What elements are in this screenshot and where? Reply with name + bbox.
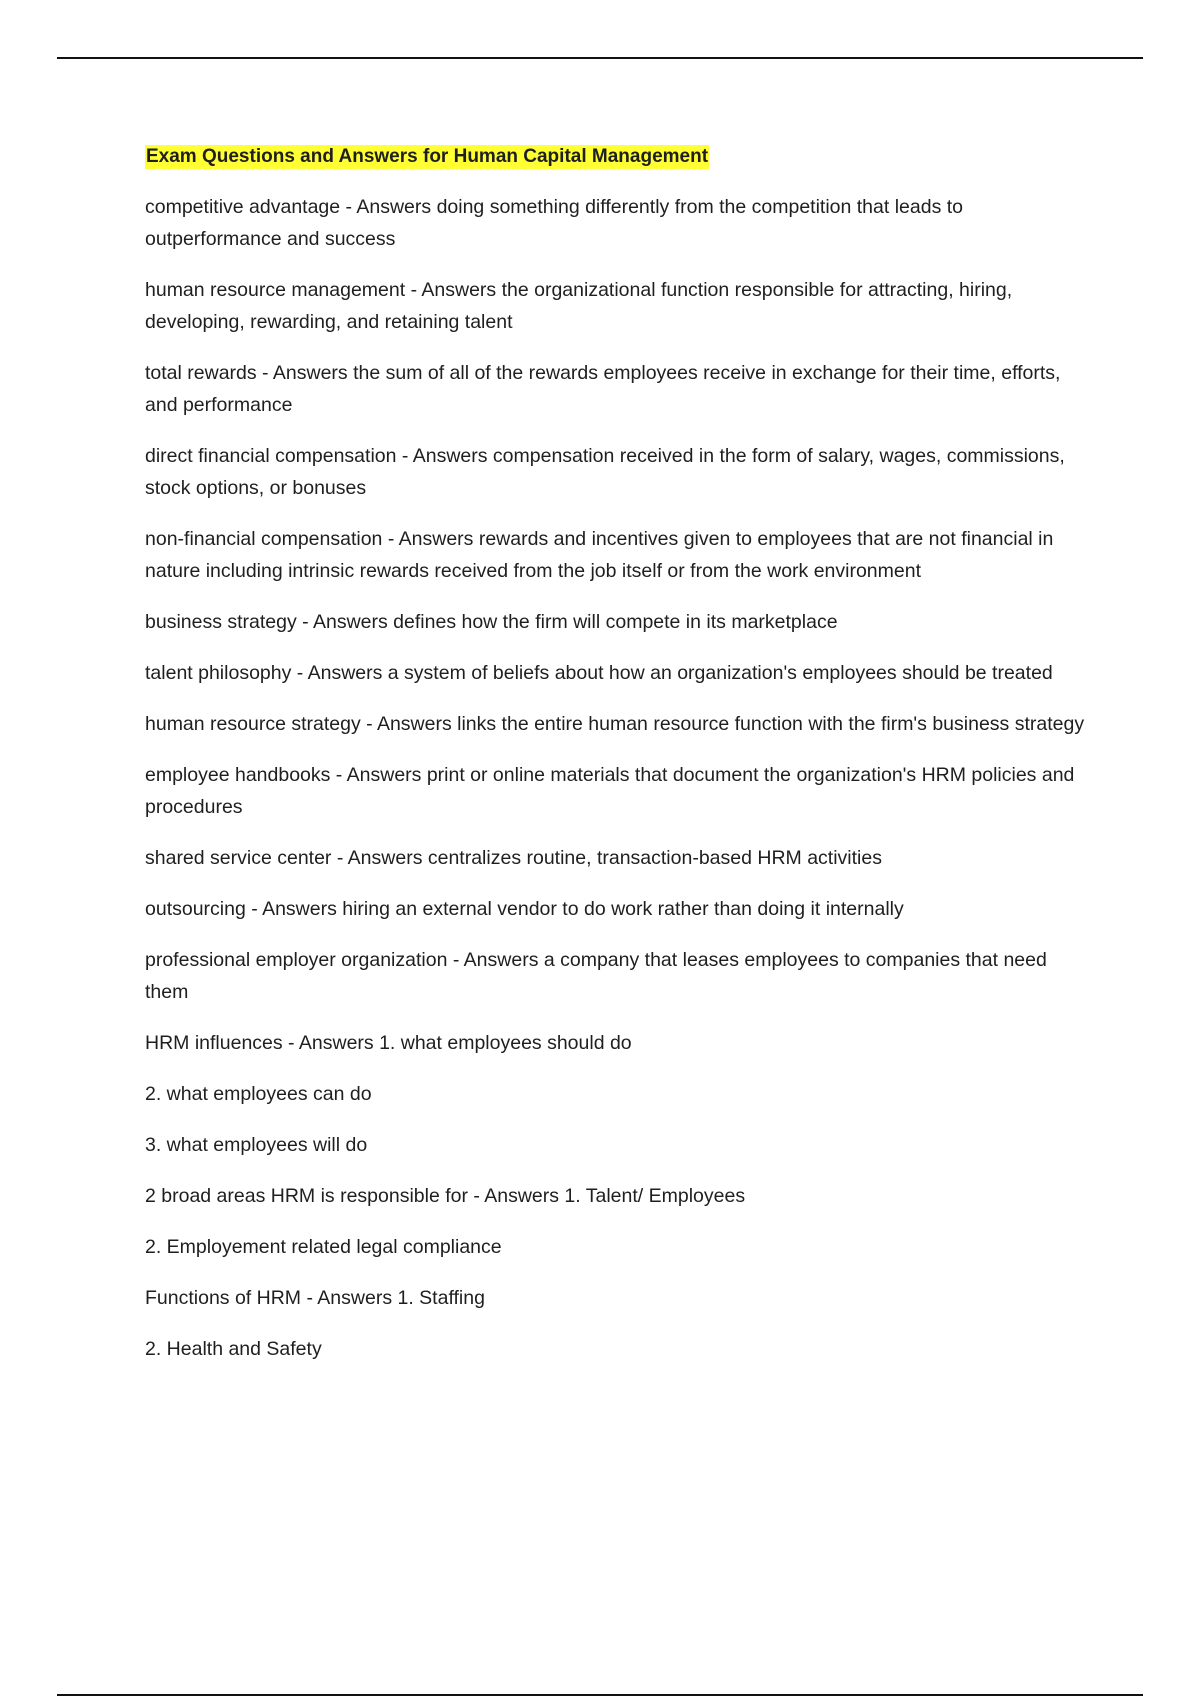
document-title: Exam Questions and Answers for Human Capital Management <box>146 146 709 167</box>
document-body <box>145 145 1085 1384</box>
qa-entry: direct financial compensation - Answers compensation received in the form of salary, wages, commissions, stock options, or bonuses <box>145 445 1065 499</box>
qa-entry: Functions of HRM - Answers 1. Staffing <box>145 1287 485 1309</box>
header-rule <box>57 57 1143 59</box>
qa-entry: 2 broad areas HRM is responsible for - Answers 1. Talent/ Employees <box>145 1185 746 1207</box>
qa-entry: HRM influences - Answers 1. what employees should do <box>145 1032 632 1054</box>
qa-entry: talent philosophy - Answers a system of beliefs about how an organization's employees should be treated <box>145 662 1053 684</box>
footer-rule <box>57 1694 1143 1696</box>
qa-entry: human resource strategy - Answers links the entire human resource function with the firm's business strategy <box>145 713 1085 735</box>
qa-entry: competitive advantage - Answers doing something differently from the competition that leads to outperformance and success <box>145 196 964 250</box>
qa-entry: business strategy - Answers defines how the firm will compete in its marketplace <box>145 611 838 633</box>
qa-entry: 3. what employees will do <box>145 1134 368 1156</box>
qa-entry: non-financial compensation - Answers rewards and incentives given to employees that are not financial in nature including intrinsic rewards received from the job itself or from the work environment <box>145 528 1054 582</box>
qa-entry: outsourcing - Answers hiring an external vendor to do work rather than doing it internally <box>145 898 904 920</box>
qa-entry: human resource management - Answers the organizational function responsible for attracting, hiring, developing, rewarding, and retaining talent <box>145 279 1013 333</box>
qa-entry: shared service center - Answers centralizes routine, transaction-based HRM activities <box>145 847 882 869</box>
qa-entry: professional employer organization - Answers a company that leases employees to companies that need them <box>145 949 1047 1003</box>
qa-entry: employee handbooks - Answers print or online materials that document the organization's HRM policies and procedures <box>145 764 1075 818</box>
qa-list <box>145 191 1085 1365</box>
qa-entry: 2. what employees can do <box>145 1083 372 1105</box>
qa-entry: 2. Health and Safety <box>145 1338 322 1360</box>
qa-entry: 2. Employement related legal compliance <box>145 1236 502 1258</box>
qa-entry: total rewards - Answers the sum of all of the rewards employees receive in exchange for their time, efforts, and performance <box>145 362 1061 416</box>
